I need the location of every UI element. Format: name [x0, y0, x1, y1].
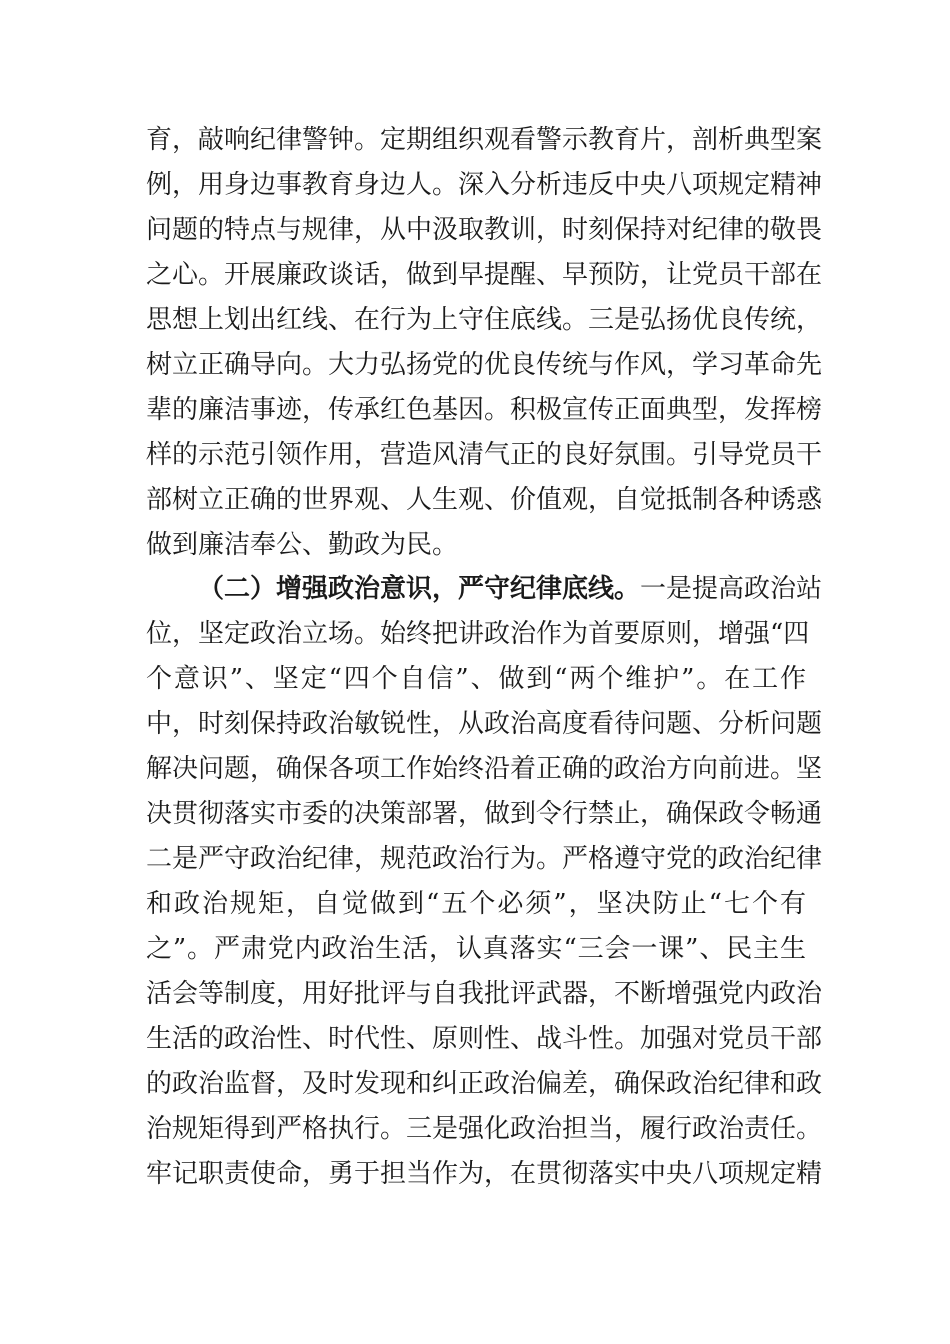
- paragraph-2-line-14: 牢记职责使命，勇于担当作为，在贯彻落实中央八项规定精: [146, 1159, 823, 1189]
- paragraph-1-line-2: 例，用身边事教育身边人。深入分析违反中央八项规定精神: [146, 170, 823, 200]
- paragraph-2-line-1-rest: 一是提高政治站: [640, 574, 823, 604]
- paragraph-1-line-5: 思想上划出红线、在行为上守住底线。三是弘扬优良传统，: [146, 305, 823, 335]
- paragraph-1-line-8: 样的示范引领作用，营造风清气正的良好氛围。引导党员干: [146, 440, 823, 470]
- paragraph-2-line-13: 治规矩得到严格执行。三是强化政治担当，履行政治责任。: [146, 1114, 823, 1144]
- paragraph-2-line-1: [198, 567, 823, 611]
- paragraph-2-line-3: 个意识”、坚定“四个自信”、做到“两个维护”。在工作: [146, 664, 806, 694]
- paragraph-2-line-7: 二是严守政治纪律，规范政治行为。严格遵守党的政治纪律: [146, 844, 823, 874]
- paragraph-1-line-7: 辈的廉洁事迹，传承红色基因。积极宣传正面典型，发挥榜: [146, 395, 823, 425]
- paragraph-2-line-9: 之”。严肃党内政治生活，认真落实“三会一课”、民主生: [146, 934, 806, 964]
- paragraph-2-line-2: 位，坚定政治立场。始终把讲政治作为首要原则，增强“四: [146, 619, 810, 649]
- paragraph-1-line-3: 问题的特点与规律，从中汲取教训，时刻保持对纪律的敬畏: [146, 215, 823, 245]
- paragraph-2-line-5: 解决问题，确保各项工作始终沿着正确的政治方向前进。坚: [146, 754, 823, 784]
- paragraph-2-line-12: 的政治监督，及时发现和纠正政治偏差，确保政治纪律和政: [146, 1069, 823, 1099]
- paragraph-1-line-1: 育，敲响纪律警钟。定期组织观看警示教育片，剖析典型案: [146, 125, 823, 155]
- section-heading: （二）增强政治意识，严守纪律底线。: [198, 574, 641, 604]
- paragraph-2-line-8: 和政治规矩，自觉做到“五个必须”，坚决防止“七个有: [146, 889, 806, 919]
- paragraph-1-line-4: 之心。开展廉政谈话，做到早提醒、早预防，让党员干部在: [146, 260, 823, 290]
- paragraph-2-line-6: 决贯彻落实市委的决策部署，做到令行禁止，确保政令畅通: [146, 799, 823, 829]
- paragraph-1-line-9: 部树立正确的世界观、人生观、价值观，自觉抵制各种诱惑: [146, 485, 823, 515]
- paragraph-2-line-11: 生活的政治性、时代性、原则性、战斗性。加强对党员干部: [146, 1024, 823, 1054]
- paragraph-2-line-10: 活会等制度，用好批评与自我批评武器，不断增强党内政治: [146, 979, 823, 1009]
- paragraph-2-line-4: 中，时刻保持政治敏锐性，从政治高度看待问题、分析问题: [146, 709, 823, 739]
- paragraph-1-line-10: 做到廉洁奉公、勤政为民。: [146, 530, 459, 560]
- paragraph-1-line-6: 树立正确导向。大力弘扬党的优良传统与作风，学习革命先: [146, 350, 823, 380]
